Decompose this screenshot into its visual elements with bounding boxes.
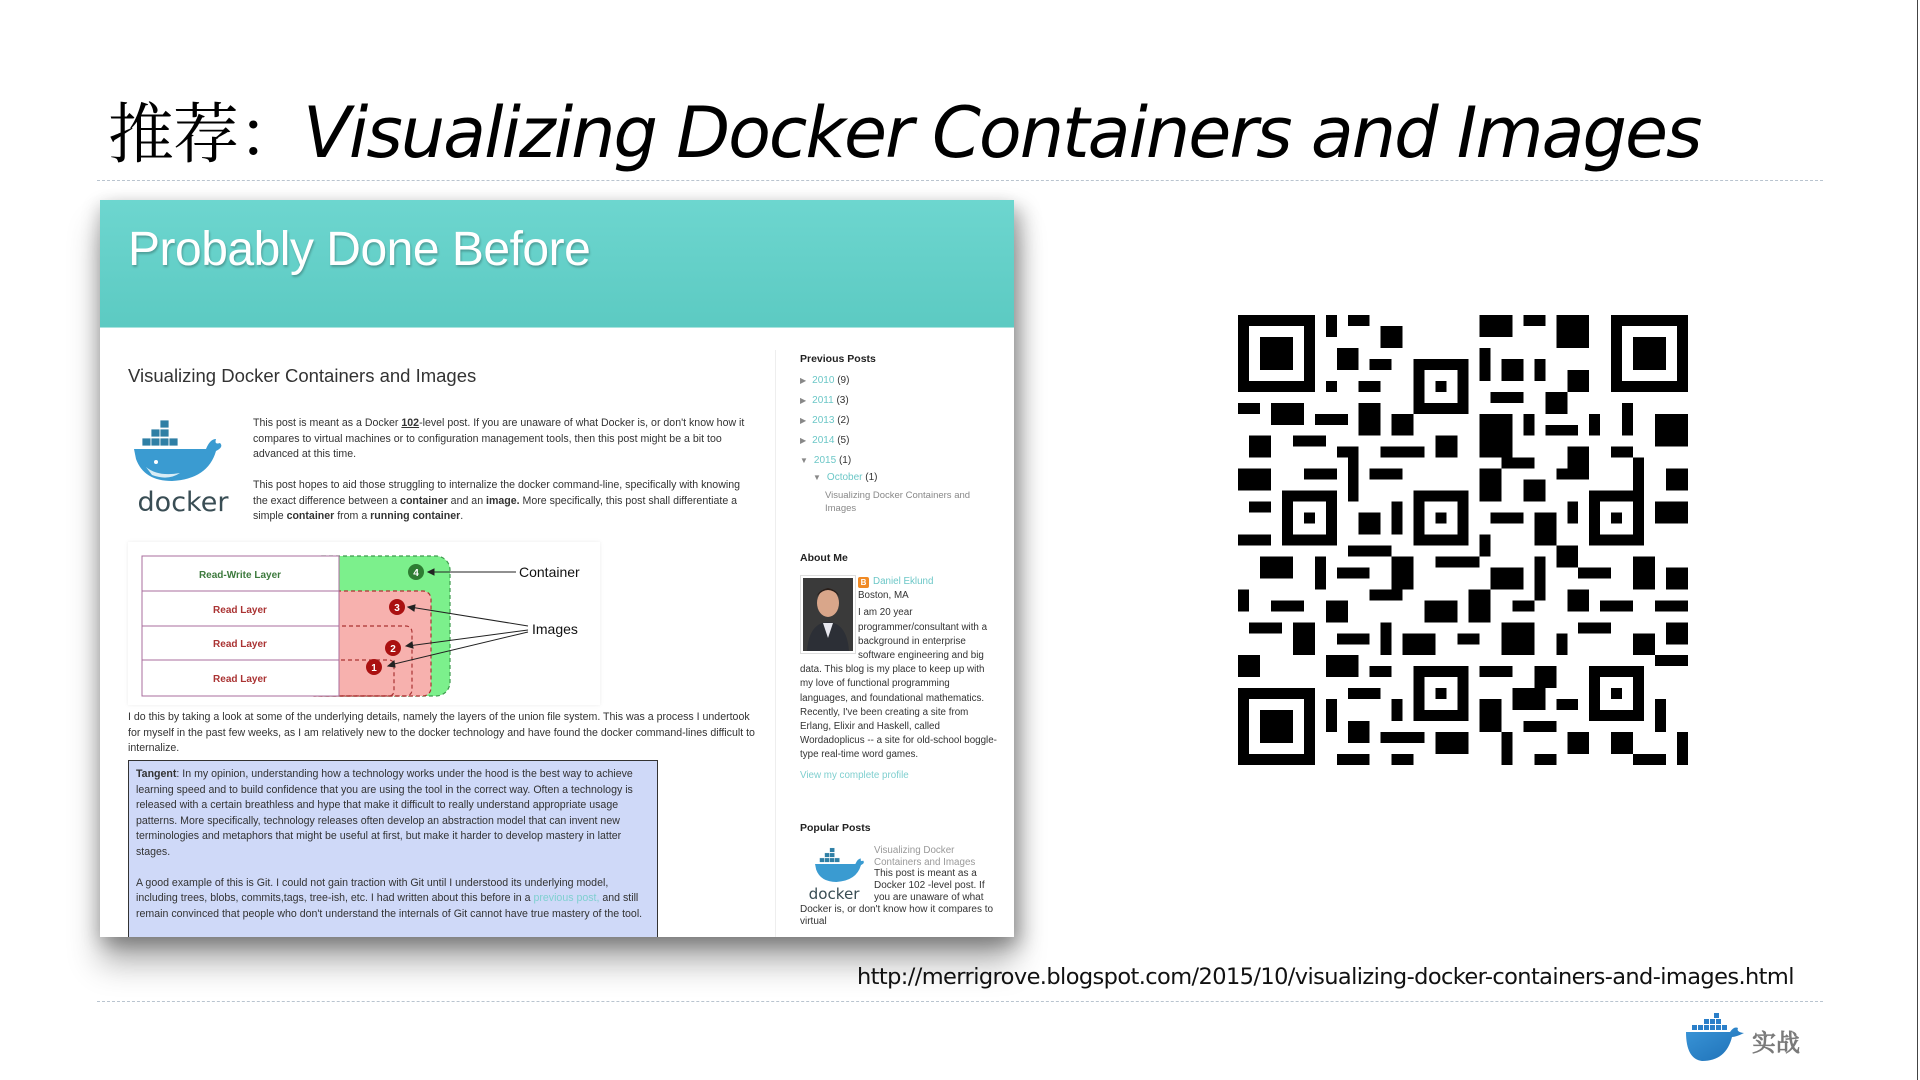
view-profile-link[interactable]: View my complete profile	[800, 769, 909, 781]
bottom-divider	[97, 1001, 1823, 1002]
slide-edge	[1917, 0, 1918, 1080]
collapse-triangle-icon[interactable]: ▼	[813, 473, 821, 482]
approach-paragraph: I do this by taking a look at some of the underlying details, namely the layers of the union file system. This was a process I undertook for myself in the past few weeks, as I am relatively new to the docker technology and have found the docker command-lines difficult to internalize.	[128, 711, 755, 754]
archive-year-2014[interactable]: ▶ 2014 (5)	[800, 435, 850, 446]
popular-post-thumbnail[interactable]	[806, 845, 870, 901]
expand-triangle-icon[interactable]: ▶	[800, 416, 807, 425]
archive-year-2015[interactable]: ▼ 2015 (1)	[800, 455, 852, 466]
top-divider	[97, 180, 1823, 181]
svg-text:3: 3	[394, 603, 400, 614]
svg-text:4: 4	[413, 568, 419, 579]
popular-post-item	[800, 845, 1000, 928]
about-me-heading: About Me	[800, 552, 848, 564]
svg-text:Read Layer: Read Layer	[213, 639, 267, 650]
blog-header	[100, 200, 1014, 328]
blogger-icon: B	[858, 577, 869, 588]
popular-posts-heading: Popular Posts	[800, 822, 871, 834]
blog-title[interactable]: Probably Done Before	[128, 223, 591, 276]
author-name-link[interactable]: Daniel Eklund	[873, 576, 934, 587]
profile-photo[interactable]	[800, 575, 856, 654]
collapse-triangle-icon[interactable]: ▼	[800, 456, 808, 465]
footer-label: 实战	[1752, 1029, 1800, 1057]
slide-title	[108, 88, 1701, 180]
svg-text:Read Layer: Read Layer	[213, 674, 267, 685]
svg-text:1: 1	[371, 663, 377, 674]
expand-triangle-icon[interactable]: ▶	[800, 376, 807, 385]
blog-screenshot	[100, 200, 1014, 937]
popular-post-title-link[interactable]: Visualizing Docker Containers and Images	[874, 845, 976, 868]
docker-logo-icon	[128, 415, 238, 515]
popular-post-snippet: This post is meant as a Docker 102 -level post. If you are unaware of what Docker is, or don't know how it compares to virtual	[800, 868, 994, 927]
archive-year-2011[interactable]: ▶ 2011 (3)	[800, 395, 849, 406]
expand-triangle-icon[interactable]: ▶	[800, 436, 807, 445]
source-url-link[interactable]: http://merrigrove.blogspot.com/2015/10/visualizing-docker-containers-and-images.html	[857, 964, 1794, 990]
svg-text:docker: docker	[808, 884, 860, 901]
tangent-box: Tangent: In my opinion, understanding how a technology works under the hood is the best way to achieve learning speed and to build confidence that you are using the tool in the correct way. Often a technology is released with a certain breathless and hype that make it difficult to really understand appropriate usage patterns. More specifically, technology releases often develop an abstraction model that can invent new terminologies and metaphors that might be useful at first, but make it harder to develop mastery in latter stages. A good example of this is Git. I could not gain traction with Git until I understood its underlying model, including trees, blobs, commits,tags, tree-ish, etc. I had written about this before in a previous post, and still remain convinced that people who don't understand the internals of Git cannot have true mastery of the tool.	[128, 760, 658, 937]
intro-paragraph: This post is meant as a Docker 102-level post. If you are unaware of what Docker is, or don't know how it compares to virtual machines or to configuration management tools, then this post might be a bit too advanced at this time.	[253, 417, 745, 460]
qr-code	[1238, 315, 1688, 765]
docker-whale-icon	[1684, 1013, 1744, 1063]
expand-triangle-icon[interactable]: ▶	[800, 396, 807, 405]
archive-post-link[interactable]: Visualizing Docker Containers and Images	[825, 490, 971, 514]
column-divider	[775, 350, 776, 937]
svg-text:2: 2	[390, 644, 396, 655]
previous-post-link[interactable]: previous post,	[533, 892, 600, 904]
about-me-block	[800, 575, 1000, 783]
svg-text:Container: Container	[519, 564, 580, 580]
post-title[interactable]: Visualizing Docker Containers and Images	[128, 365, 477, 386]
svg-text:Read-Write Layer: Read-Write Layer	[198, 570, 282, 581]
layers-diagram	[128, 542, 600, 705]
archive-year-2013[interactable]: ▶ 2013 (2)	[800, 415, 850, 426]
slide-title-text: Visualizing Docker Containers and Images	[303, 92, 1701, 174]
author-location: Boston, MA	[858, 590, 909, 602]
goal-paragraph: This post hopes to aid those struggling to internalize the docker command-line, specifically with knowing the exact difference between a container and an image. More specifically, this post shall differentiate a simple container from a running container.	[253, 479, 740, 522]
slide-title-prefix: 推荐：	[108, 96, 303, 173]
svg-text:Images: Images	[532, 621, 578, 637]
archive-year-2010[interactable]: ▶ 2010 (9)	[800, 375, 850, 386]
svg-text:docker: docker	[137, 487, 229, 515]
archive-month-october[interactable]: ▼ October (1)	[813, 472, 878, 483]
svg-text:Read Layer: Read Layer	[213, 605, 267, 616]
previous-posts-heading: Previous Posts	[800, 353, 876, 365]
author-bio: I am 20 year programmer/consultant with a background in enterprise software engineering and big data. This blog is my place to keep up with my love of functional programming languages, and foundational mathematics. Recently, I've been creating a site from Erlang, Elixir and Haskell, called Wordadoplicus -- a site for old-school boggle-type real-time word games.	[800, 607, 997, 761]
